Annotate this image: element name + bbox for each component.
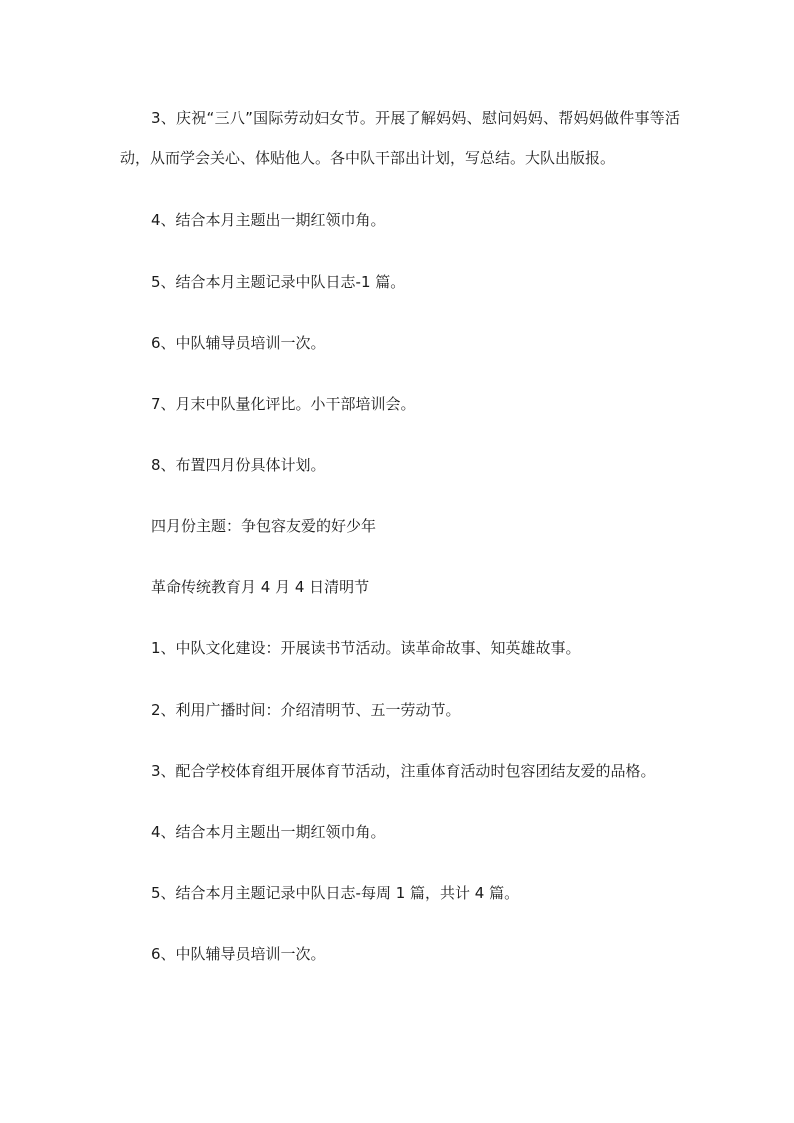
paragraph-april-item-3: 3、配合学校体育组开展体育节活动，注重体育活动时包容团结友爱的品格。: [151, 762, 656, 780]
april-theme-heading: 四月份主题：争包容友爱的好少年: [151, 517, 377, 535]
april-subtitle: 革命传统教育月 4 月 4 日清明节: [151, 578, 370, 596]
paragraph-march-item-5: 5、结合本月主题记录中队日志-1 篇。: [151, 273, 406, 291]
paragraph-april-item-5: 5、结合本月主题记录中队日志-每周 1 篇，共计 4 篇。: [151, 884, 520, 902]
paragraph-march-item-4: 4、结合本月主题出一期红领巾角。: [151, 211, 386, 229]
paragraph-march-item-6: 6、中队辅导员培训一次。: [151, 334, 326, 352]
paragraph-march-item-7: 7、月末中队量化评比。小干部培训会。: [151, 395, 416, 413]
paragraph-march-item-8: 8、布置四月份具体计划。: [151, 456, 326, 474]
paragraph-april-item-4: 4、结合本月主题出一期红领巾角。: [151, 823, 386, 841]
paragraph-april-item-1: 1、中队文化建设：开展读书节活动。读革命故事、知英雄故事。: [151, 639, 581, 657]
paragraph-march-item-3: 3、庆祝“三八”国际劳动妇女节。开展了解妈妈、慰问妈妈、帮妈妈做件事等活动，从而学会关心、体贴他人。各中队干部出计划，写总结。大队出版报。: [120, 109, 680, 167]
paragraph-april-item-2: 2、利用广播时间：介绍清明节、五一劳动节。: [151, 701, 461, 719]
paragraph-april-item-6: 6、中队辅导员培训一次。: [151, 945, 326, 963]
